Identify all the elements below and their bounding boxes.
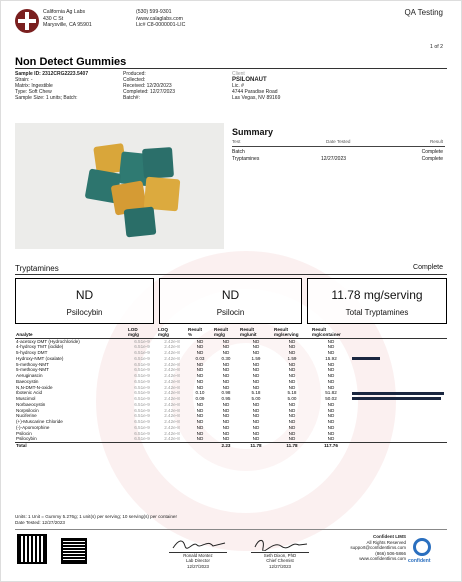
signer-name: Ronald Montez: [183, 553, 213, 558]
analyte-value: ND: [196, 373, 204, 379]
lab-logo-icon: [15, 9, 39, 33]
lims-website[interactable]: www.confidentlims.com: [359, 556, 406, 561]
lab-website[interactable]: /www.calaglabs.com: [136, 15, 183, 22]
analyte-value: 5.00: [287, 396, 297, 402]
date-meta: [123, 71, 175, 101]
analyte-name: Norbaeocystin: [16, 401, 46, 407]
analyte-value: ND: [327, 424, 335, 430]
analyte-value: ND: [252, 367, 260, 373]
analyte-value: ND: [196, 367, 204, 373]
analyte-value: ND: [222, 367, 230, 373]
col-result-serving: Result mg/serving: [273, 328, 311, 338]
box-label: Total Tryptamines: [345, 308, 409, 317]
col-bar: [351, 328, 447, 338]
analyte-value: 6.51e-9: [134, 384, 150, 390]
analyte-value: ND: [252, 401, 260, 407]
analyte-value: 6.51e-9: [134, 419, 150, 425]
gummy-green: [124, 207, 157, 238]
analyte-value: ND: [196, 430, 204, 436]
analyte-name: (+)-Muscarine Chloride: [16, 419, 63, 425]
summary-date: 12/27/2023: [321, 156, 347, 162]
analyte-value: ND: [222, 378, 230, 384]
total-row: [15, 443, 447, 449]
analyte-value: ND: [252, 350, 260, 356]
analyte-value: 0.30: [221, 355, 231, 361]
analyte-table: [15, 328, 447, 449]
divider: [232, 146, 445, 147]
analyte-value: ND: [327, 350, 335, 356]
signer-date: 12/27/2023: [187, 563, 209, 569]
analyte-name: Hydroxy-NMT (oxalate): [16, 355, 64, 361]
confident-lims-info: [341, 534, 406, 562]
analyte-value: ND: [288, 338, 296, 344]
analyte-value: ND: [252, 373, 260, 379]
lims-phone: (866) 506-5866: [375, 550, 406, 556]
product-photo: [15, 123, 224, 249]
analyte-value: 6.51e-9: [134, 373, 150, 379]
page-number: 1 of 2: [430, 44, 443, 50]
analyte-value: ND: [327, 430, 335, 436]
analyte-value: 6.51e-9: [134, 413, 150, 419]
signer-name: Seth Dixon, PhD: [263, 553, 297, 558]
analyte-value: 2.42e-8: [164, 350, 180, 356]
batch-number: Batch#:: [123, 95, 140, 102]
analyte-value: 6.51e-9: [134, 338, 150, 344]
analyte-value: ND: [196, 350, 204, 356]
analyte-value: 2.42e-8: [164, 396, 180, 402]
result-bar: [352, 357, 380, 360]
analyte-value: ND: [252, 436, 260, 442]
analyte-value: ND: [196, 419, 204, 425]
psilocin-box: [159, 278, 302, 324]
notes: [15, 514, 177, 525]
analyte-value: 0.98: [221, 390, 231, 396]
analyte-value: ND: [288, 436, 296, 442]
analyte-value: ND: [222, 373, 230, 379]
col-result-unit: Result mg/unit: [239, 328, 273, 338]
analyte-value: ND: [288, 419, 296, 425]
total-value: 2.23: [213, 443, 239, 449]
analyte-value: 0.09: [195, 396, 205, 402]
total-value: [157, 443, 187, 449]
analyte-value: 2.42e-8: [164, 430, 180, 436]
client-name: PSILONAUT: [232, 77, 267, 84]
analyte-value: ND: [252, 419, 260, 425]
analyte-value: ND: [252, 361, 260, 367]
analyte-value: 0.95: [221, 396, 231, 402]
analyte-value: ND: [222, 419, 230, 425]
analyte-value: 2.42e-8: [164, 344, 180, 350]
analyte-value: 6.51e-9: [134, 350, 150, 356]
signature-montez: [169, 537, 229, 551]
analyte-value: 5.18: [287, 390, 297, 396]
analyte-name: 5-hydroxy DMT: [16, 350, 48, 356]
total-tryptamines-box: [307, 278, 447, 324]
section-status: Complete: [413, 264, 443, 271]
analyte-value: ND: [288, 344, 296, 350]
analyte-value: 2.42e-8: [164, 407, 180, 413]
analyte-value: ND: [252, 407, 260, 413]
total-bar-cell: [351, 443, 447, 449]
client-meta: [232, 71, 280, 101]
analyte-value: 6.51e-9: [134, 407, 150, 413]
col-result-pct: Result %: [187, 328, 213, 338]
box-label: Psilocin: [216, 308, 245, 317]
analyte-value: ND: [252, 430, 260, 436]
analyte-value: ND: [222, 413, 230, 419]
summary-col-result: Result: [429, 139, 443, 144]
signer-2: [245, 553, 315, 569]
lab-contact: [136, 9, 231, 29]
analyte-value: ND: [288, 401, 296, 407]
client-address-1: 4744 Paradise Road: [232, 89, 278, 96]
summary-test: Tryptamines: [232, 156, 260, 162]
analyte-name: N,N-DMT-N-oxide: [16, 384, 53, 390]
matrix: Matrix: Ingestible: [15, 83, 53, 90]
analyte-value: ND: [252, 378, 260, 384]
analyte-name: Psilocybin: [16, 436, 37, 442]
analyte-value: 6.51e-9: [134, 436, 150, 442]
divider: [15, 68, 447, 69]
lab-license: Lic# C8-0000001-LIC: [136, 22, 186, 29]
analyte-value: 2.42e-8: [164, 419, 180, 425]
total-value: 11.78: [239, 443, 273, 449]
analyte-name: Baeocystin: [16, 378, 39, 384]
col-lod: LOD mg/g: [127, 328, 157, 338]
lims-email[interactable]: support@confidentlims.com: [350, 545, 406, 550]
analyte-value: ND: [327, 384, 335, 390]
col-loq: LOQ mg/g: [157, 328, 187, 338]
box-value: ND: [221, 288, 240, 302]
rights: All Rights Reserved: [366, 539, 406, 545]
result-bar-cell: [351, 436, 447, 442]
analyte-value: ND: [222, 430, 230, 436]
date-tested-note: Date Tested: 12/27/2023: [15, 519, 65, 525]
analyte-value: ND: [327, 367, 335, 373]
col-analyte: Analyte: [15, 328, 127, 338]
analyte-value: ND: [288, 384, 296, 390]
analyte-value: ND: [327, 373, 335, 379]
document-title: QA Testing: [404, 8, 443, 17]
analyte-value: ND: [222, 384, 230, 390]
analyte-value: ND: [288, 407, 296, 413]
analyte-value: ND: [252, 413, 260, 419]
signer-role: Lab Director: [186, 558, 210, 564]
divider: [15, 274, 447, 275]
total-value: [187, 443, 213, 449]
analyte-value: ND: [252, 424, 260, 430]
analyte-value: ND: [327, 407, 335, 413]
analyte-value: ND: [222, 338, 230, 344]
analyte-value: ND: [252, 338, 260, 344]
total-value: 117.76: [311, 443, 351, 449]
qr-code[interactable]: [17, 534, 47, 564]
analyte-value: 0.10: [195, 390, 205, 396]
analyte-value: ND: [327, 338, 335, 344]
analyte-value: ND: [252, 384, 260, 390]
verification-code: [61, 538, 87, 564]
analyte-value: 2.42e-8: [164, 413, 180, 419]
summary-title: Summary: [232, 127, 274, 137]
units-note: Units: 1 Unit = Gummy 5.276g; 1 unit(s) per serving; 10 serving(s) per container: [15, 514, 177, 519]
analyte-value: 6.51e-9: [134, 355, 150, 361]
analyte-value: 5.00: [251, 396, 261, 402]
analyte-name: Nuciferine: [16, 413, 37, 419]
lab-name: California Ag Labs: [43, 9, 86, 15]
analyte-value: ND: [222, 361, 230, 367]
analyte-value: 2.42e-8: [164, 401, 180, 407]
analyte-value: 2.42e-8: [164, 338, 180, 344]
client-label: Client: [232, 71, 245, 77]
analyte-value: ND: [288, 350, 296, 356]
analyte-value: 6.51e-9: [134, 378, 150, 384]
type: Type: Soft Chew: [15, 89, 52, 96]
section-title: Tryptamines: [15, 264, 59, 273]
analyte-value: ND: [288, 373, 296, 379]
box-value: 11.78 mg/serving: [331, 288, 423, 302]
total-value: 11.78: [273, 443, 311, 449]
analyte-value: ND: [196, 344, 204, 350]
analyte-value: 2.42e-8: [164, 390, 180, 396]
analyte-value: 6.51e-9: [134, 430, 150, 436]
analyte-value: 1.59: [251, 355, 261, 361]
analyte-value: 2.42e-8: [164, 378, 180, 384]
analyte-value: 6.51e-9: [134, 396, 150, 402]
analyte-value: 2.42e-8: [164, 367, 180, 373]
analyte-value: 2.42e-8: [164, 384, 180, 390]
analyte-value: ND: [327, 401, 335, 407]
analyte-value: ND: [222, 344, 230, 350]
analyte-name: Norpsilocin: [16, 407, 39, 413]
analyte-value: ND: [288, 378, 296, 384]
summary-col-date: Date Tested: [326, 139, 351, 144]
sample-id: Sample ID: 2312CRG2223.5407: [15, 71, 89, 77]
lab-info: [43, 9, 123, 29]
gummy-green: [142, 147, 174, 179]
analyte-value: ND: [252, 344, 260, 350]
analyte-value: ND: [222, 401, 230, 407]
analyte-value: ND: [288, 361, 296, 367]
analyte-value: ND: [196, 378, 204, 384]
client-license: Lic. #: [232, 83, 244, 90]
confident-brand: confident: [408, 558, 431, 564]
analyte-value: 6.51e-9: [134, 361, 150, 367]
analyte-value: 2.42e-8: [164, 373, 180, 379]
analyte-name: 5-methoxy-NMT: [16, 361, 49, 367]
analyte-value: 5.18: [251, 390, 261, 396]
lab-address-1: 430 C St: [43, 15, 64, 22]
analyte-value: ND: [196, 361, 204, 367]
col-result-container: Result mg/container: [311, 328, 351, 338]
collected: Collected:: [123, 77, 146, 84]
psilocybin-box: [15, 278, 154, 324]
analyte-value: 6.51e-9: [134, 424, 150, 430]
signature-dixon: [251, 537, 311, 551]
produced: Produced:: [123, 71, 146, 77]
analyte-value: ND: [288, 424, 296, 430]
analyte-value: 2.42e-8: [164, 424, 180, 430]
analyte-value: ND: [196, 384, 204, 390]
analyte-value: 2.42e-8: [164, 436, 180, 442]
analyte-value: ND: [222, 436, 230, 442]
lab-address-2: Marysville, CA 95901: [43, 22, 92, 29]
analyte-value: 1.59: [287, 355, 297, 361]
analyte-name: 4-hydroxy TMT (iodide): [16, 344, 64, 350]
result-bar: [352, 397, 441, 400]
analyte-value: 6.51e-9: [134, 367, 150, 373]
analyte-value: ND: [327, 378, 335, 384]
analyte-name: (-)-Apomorphine: [16, 424, 50, 430]
analyte-value: 15.92: [325, 355, 337, 361]
analyte-name: Ibotenic Acid: [16, 390, 43, 396]
analyte-value: ND: [222, 407, 230, 413]
signer-role: Chief Chemist: [266, 558, 294, 564]
analyte-value: ND: [196, 407, 204, 413]
summary-result: Complete: [421, 149, 443, 155]
sample-size: Sample Size: 1 units; Batch:: [15, 95, 78, 102]
analyte-value: ND: [196, 436, 204, 442]
analyte-value: ND: [196, 401, 204, 407]
analyte-value: 6.51e-9: [134, 401, 150, 407]
analyte-value: ND: [327, 344, 335, 350]
total-label: Total: [15, 443, 127, 449]
result-bar: [352, 392, 444, 395]
analyte-value: 6.51e-9: [134, 390, 150, 396]
analyte-value: ND: [327, 419, 335, 425]
summary-result: Complete: [421, 156, 443, 162]
analyte-value: ND: [196, 413, 204, 419]
analyte-name: 5-methoxy-NMT: [16, 367, 49, 373]
lims-name: Confident LIMS: [373, 534, 406, 539]
confident-logo-icon: [413, 538, 431, 556]
analyte-value: ND: [196, 424, 204, 430]
analyte-value: ND: [288, 413, 296, 419]
signer-1: [163, 553, 233, 569]
analyte-value: ND: [327, 361, 335, 367]
analyte-value: 6.51e-9: [134, 344, 150, 350]
summary-col-test: Test: [232, 139, 241, 144]
total-value: [127, 443, 157, 449]
analyte-name: 4-acetoxy DMT (Hydrochloride): [16, 338, 80, 344]
analyte-value: 2.42e-8: [164, 361, 180, 367]
product-title: Non Detect Gummies: [15, 56, 127, 68]
analyte-value: ND: [327, 436, 335, 442]
strain: Strain: -: [15, 77, 33, 84]
analyte-name: Aeruginascin: [16, 373, 43, 379]
analyte-value: ND: [222, 350, 230, 356]
box-value: ND: [75, 288, 94, 302]
analyte-name: Muscimol: [16, 396, 36, 402]
analyte-value: 50.02: [325, 396, 337, 402]
analyte-value: ND: [327, 413, 335, 419]
signer-date: 12/27/2023: [269, 563, 291, 569]
sample-meta: [15, 71, 88, 101]
divider: [15, 529, 447, 530]
completed: Completed: 12/27/2023: [123, 89, 175, 96]
analyte-value: 0.03: [195, 355, 205, 361]
analyte-value: 51.82: [325, 390, 337, 396]
summary-test: Batch: [232, 149, 245, 155]
analyte-value: 2.42e-8: [164, 355, 180, 361]
analyte-value: ND: [222, 424, 230, 430]
analyte-value: ND: [288, 367, 296, 373]
table-header-row: [15, 328, 447, 338]
analyte-name: Psilocin: [16, 430, 32, 436]
box-label: Psilocybin: [66, 308, 103, 317]
received: Received: 12/20/2023: [123, 83, 172, 90]
client-address-2: Las Vegas, NV 89169: [232, 95, 281, 102]
analyte-value: ND: [288, 430, 296, 436]
analyte-value: ND: [196, 338, 204, 344]
col-result-mgg: Result mg/g: [213, 328, 239, 338]
lab-phone: (530) 599-9301: [136, 9, 172, 15]
